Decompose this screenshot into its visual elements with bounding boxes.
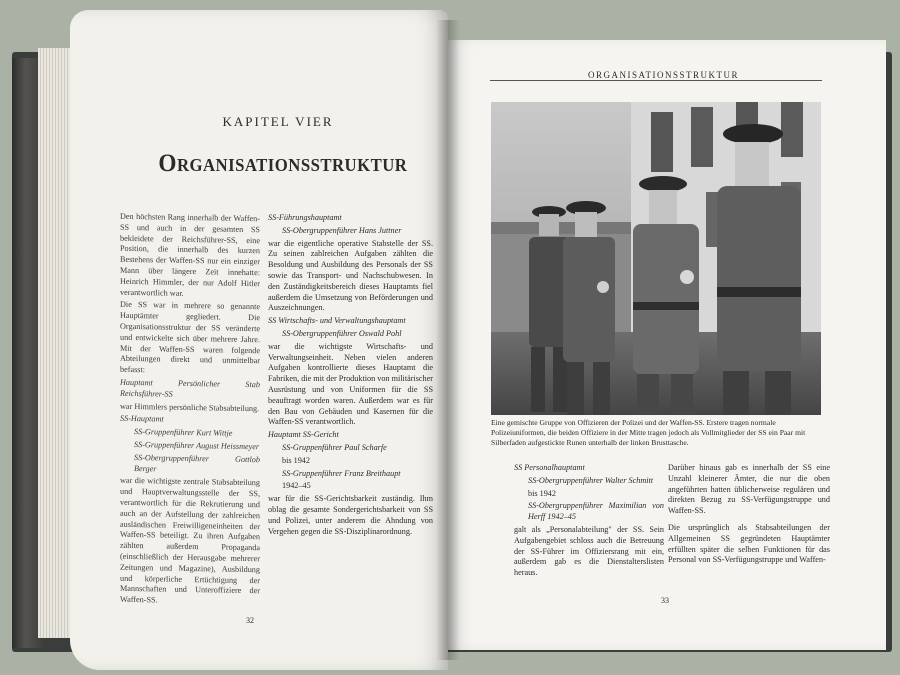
header-rule: [490, 80, 822, 81]
right-column-2: [668, 463, 830, 568]
section-heading: Hauptamt SS-Gericht: [268, 430, 339, 440]
paragraph: war die wichtigste Wirtschafts- und Verwaltungseinheit. Neben vielen anderen Aufgaben kontrollierte dieses Hauptamt die Fabriken, die mit der Produktion von militärischer Ausrüstung und von Uniformen für die SS beauftragt worden waren. Außerdem war es für den Bau von Gebäuden und Kasernen für die Waffen-SS verantwortlich.: [268, 341, 433, 427]
officer-line: SS-Obergruppenführer Gottlob Berger: [134, 452, 260, 473]
officer-term: bis 1942: [282, 455, 310, 465]
chapter-label: KAPITEL VIER: [222, 114, 334, 129]
paragraph: Darüber hinaus gab es innerhalb der SS eine Unzahl kleinerer Ämter, die nur die oben angeführten hatten üblicherweise regulären und direkten Bezug zu SS-Verfügungstruppe und Waffen-SS.: [668, 463, 830, 516]
photo-caption: Eine gemischte Gruppe von Offizieren der Polizei und der Waffen-SS. Erstere tragen normale Polizeiuniformen, die beiden Offiziere in der Mitte tragen jedoch als Vollmitglieder der SS ein Paar mit Silberfaden aufgestickte Runen unterhalb der linken Brusttasche.: [491, 418, 806, 447]
running-head: ORGANISATIONSSTRUKTUR: [588, 70, 740, 80]
paragraph: galt als „Personalabteilung" der SS. Sein Aufgabengebiet schloss auch die Betreuung der SS-Führer im Offiziersrang mit ein, außerdem gab es die Dienstalterslisten heraus.: [514, 524, 664, 578]
officer-line: SS-Gruppenführer Paul Scharfe: [282, 442, 387, 452]
paragraph: war die wichtigste zentrale Stabsabteilung und Hauptverwaltungsstelle der SS, verantwortlich für die Rekrutierung und auch an der Aufstellung der zahlreichen ausländischen Freiwilligeneinheiten der Waffen-SS beteiligt. Zu ihren Aufgaben zählten außerdem Propaganda (einschließlich der Herausgabe mehrerer Zeitungen und Magazine), Ausbildung und körperliche Ertüchtigung der Mannschaften und Unteroffiziere der Waffen-SS.: [120, 476, 260, 605]
section-heading: Hauptamt Persönlicher Stab Reichsführer-SS: [120, 377, 260, 399]
section-heading: SS-Führungshauptamt: [268, 213, 342, 222]
left-column-2: [268, 213, 433, 539]
officer-term: 1942–45: [282, 481, 311, 491]
paragraph: Die ursprünglich als Stabsabteilungen der Allgemeinen SS gegründeten Hauptämter erfüllten später die selben Funktionen für das Personal von SS-Verfügungstruppe und Waffen-: [668, 522, 830, 565]
officer-line: SS-Obergruppenführer Hans Juttner: [282, 225, 402, 235]
paragraph: war Himmlers persönliche Stabsabteilung.: [120, 401, 260, 413]
paragraph: Den höchsten Rang innerhalb der Waffen-SS und auch in der gesamten SS bekleidete der Reichsführer-SS, eine Position, die innerhalb des kurzen Bestehens der Waffen-SS nur ein einziger Mann über längere Zeit innehatte: Heinrich Himmler, der nur Adolf Hitler verantwortlich war.: [120, 211, 260, 298]
section-heading: SS Wirtschafts- und Verwaltungshauptamt: [268, 316, 406, 326]
officer-term: bis 1942: [528, 488, 556, 498]
officer-line: SS-Gruppenführer August Heissmeyer: [134, 439, 260, 452]
officer-line: SS-Obergruppenführer Maximilian von Herff 1942–45: [528, 501, 664, 522]
book-gutter: [436, 20, 460, 660]
left-column-1: [120, 212, 260, 610]
page-number-left: 32: [246, 616, 254, 625]
paragraph: war die eigentliche operative Stabstelle der SS. Zu seinen zahlreichen Aufgaben zählten die Besoldung und Ausbildung des Personals der SS sowie das Transport- und Nachschubwesen. In den Zuständigkeitsbereich dieses Hauptamts fiel außerdem die Umsetzung von Beförderungen und Auszeichnungen.: [268, 238, 433, 313]
officers-photo: [491, 102, 821, 415]
section-heading: SS-Hauptamt: [120, 414, 164, 424]
photo-illustration: [491, 102, 821, 415]
officer-line: SS-Obergruppenführer Oswald Pohl: [282, 328, 402, 338]
paragraph: war für die SS-Gerichtsbarkeit zuständig. Ihm oblag die gesamte Sondergerichtsbarkeit von SS und Polizei, unter anderem die Ahndung von Vergehen gegen die SS-Disziplinarordnung.: [268, 494, 433, 536]
section-heading: SS Personalhauptamt: [514, 463, 585, 472]
right-column-1: [514, 463, 664, 581]
officer-line: SS-Gruppenführer Franz Breithaupt: [282, 468, 401, 478]
officer-line: SS-Gruppenführer Kurt Wittje: [134, 427, 233, 438]
page-number-right: 33: [661, 596, 669, 605]
chapter-title: Organisationsstruktur: [158, 150, 408, 177]
paragraph: Die SS war in mehrere so genannte Hauptämter gegliedert. Die Organisationsstruktur der SS veränderte und entwickelte sich über mehrere Jahre. Mit der Waffen-SS waren folgende Abteilungen direkt und unmittelbar befasst:: [120, 300, 260, 375]
officer-line: SS-Obergruppenführer Walter Schmitt: [528, 475, 654, 485]
